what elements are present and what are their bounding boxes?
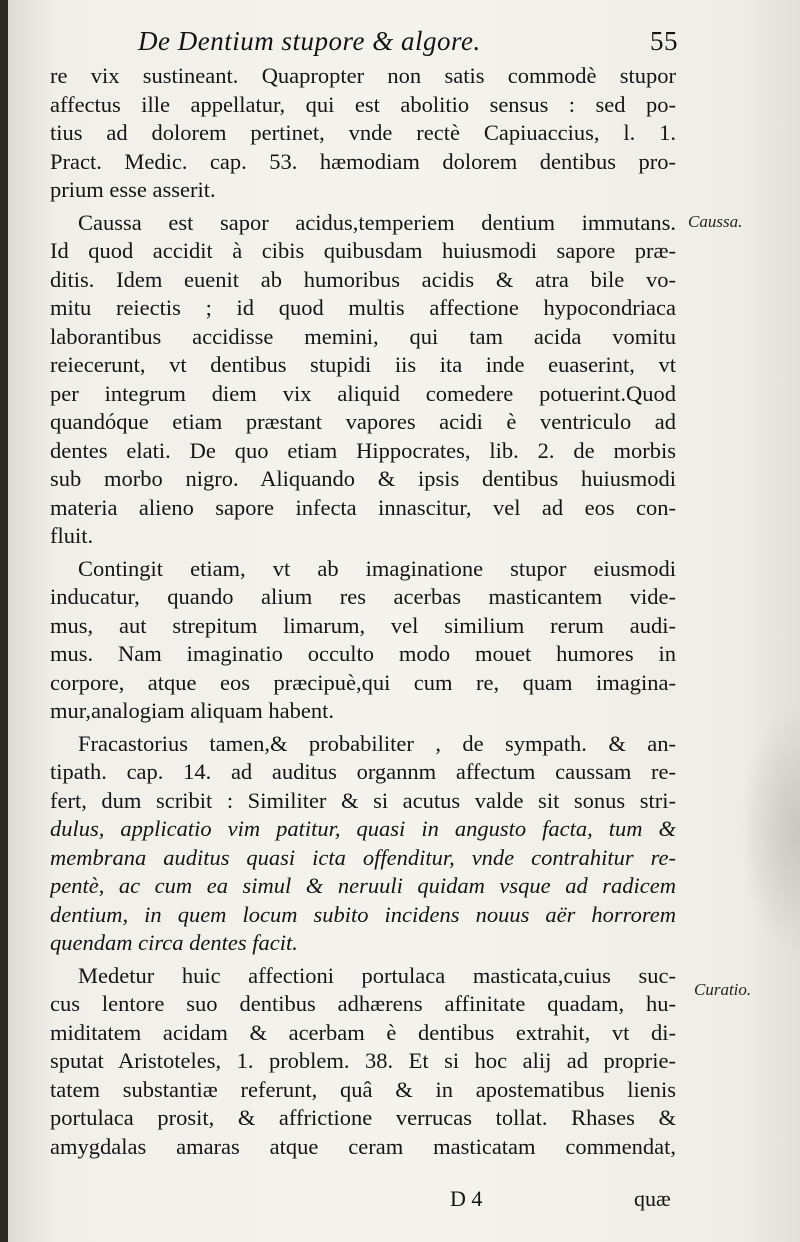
text-line: fert, dum scribit : Similiter & si acutus valde sit sonus stri- [50, 787, 676, 813]
text-line: sputat Aristoteles, 1. problem. 38. Et si hoc alij ad proprie- [50, 1048, 676, 1073]
text-line: Caussa est sapor acidus,temperiem dentium immutans. [78, 209, 676, 235]
page-number: 55 [650, 26, 678, 56]
text-line: mur,analogiam aliquam habent. [50, 698, 335, 723]
text-line: quendam circa dentes facit. [50, 930, 298, 955]
text-line: prium esse asserit. [50, 177, 216, 202]
text-line: re vix sustineant. Quapropter non satis commodè stupor [50, 63, 676, 88]
text-line: amygdalas amaras atque ceram masticatam commendat, [50, 1133, 676, 1159]
text-line: Fracastorius tamen,& probabiliter , de sympath. & an- [78, 730, 676, 756]
text-line: ditis. Idem euenit ab humoribus acidis & atra bile vo- [50, 266, 676, 292]
text-line: mus, aut strepitum limarum, vel similium rerum audi- [50, 612, 676, 638]
running-head [138, 24, 678, 64]
text-line: mitu reiectis ; id quod multis affectione hypocondriaca [50, 295, 676, 320]
text-line: reiecerunt, vt dentibus stupidi iis ita inde euaserint, vt [50, 352, 676, 377]
body-text [50, 62, 676, 1165]
text-line: Contingit etiam, vt ab imaginatione stupor eiusmodi [78, 555, 676, 581]
text-line: laborantibus accidisse memini, qui tam acida vomitu [50, 323, 676, 349]
text-line: pentè, ac cum ea simul & neruuli quidam vsque ad radicem [50, 873, 676, 898]
text-line: miditatem acidam & acerbam è dentibus extrahit, vt di- [50, 1019, 676, 1045]
text-line: sub morbo nigro. Aliquando & ipsis dentibus huiusmodi [50, 466, 676, 491]
paragraph [50, 962, 676, 1162]
text-line: portulaca prosit, & affrictione verrucas tollat. Rhases & [50, 1105, 676, 1130]
text-line: Medetur huic affectioni portulaca masticata,cuius suc- [78, 962, 676, 988]
paragraph [50, 555, 676, 726]
text-line: quandóque etiam præstant vapores acidi è ventriculo ad [50, 409, 676, 434]
text-line: Id quod accidit à cibis quibusdam huiusmodi sapore præ- [50, 238, 676, 263]
page-footer [8, 1186, 800, 1220]
paragraph [50, 730, 676, 958]
running-head-title: De Dentium stupore & algore. [138, 26, 481, 56]
text-line: tipath. cap. 14. ad auditus organnm affectum caussam re- [50, 759, 676, 784]
text-line: dentium, in quem locum subito incidens nouus aër horrorem [50, 901, 676, 927]
catchword: quæ [634, 1186, 671, 1211]
book-page [8, 0, 800, 1242]
page-shadow [740, 700, 800, 960]
text-line: corpore, atque eos præcipuè,qui cum re, quam imagina- [50, 669, 676, 695]
text-line: mus. Nam imaginatio occulto modo mouet humores in [50, 641, 676, 666]
text-line: tatem substantiæ referunt, quâ & in apostematibus lienis [50, 1076, 676, 1102]
text-line: materia alieno sapore infecta innascitur, vel ad eos con- [50, 494, 676, 520]
margin-note-curatio: Curatio. [694, 980, 752, 999]
text-line: tius ad dolorem pertinet, vnde rectè Capiuaccius, l. 1. [50, 120, 676, 145]
text-line: Pract. Medic. cap. 53. hæmodiam dolorem dentibus pro- [50, 148, 676, 174]
text-line: dulus, applicatio vim patitur, quasi in angusto facta, tum & [50, 816, 676, 841]
text-line: fluit. [50, 523, 94, 548]
text-line: dentes elati. De quo etiam Hippocrates, lib. 2. de morbis [50, 437, 676, 463]
text-line: inducatur, quando alium res acerbas masticantem vide- [50, 584, 676, 609]
text-line: affectus ille appellatur, qui est abolitio sensus : sed po- [50, 91, 676, 117]
text-line: per integrum diem vix aliquid comedere potuerint.Quod [50, 380, 676, 406]
text-line: cus lentore suo dentibus adhærens affinitate quadam, hu- [50, 991, 676, 1016]
text-line: membrana auditus quasi icta offenditur, vnde contrahitur re- [50, 844, 676, 870]
signature-mark: D 4 [450, 1186, 483, 1211]
paragraph [50, 209, 676, 551]
paragraph [50, 62, 676, 205]
margin-note-caussa: Caussa. [688, 212, 743, 231]
